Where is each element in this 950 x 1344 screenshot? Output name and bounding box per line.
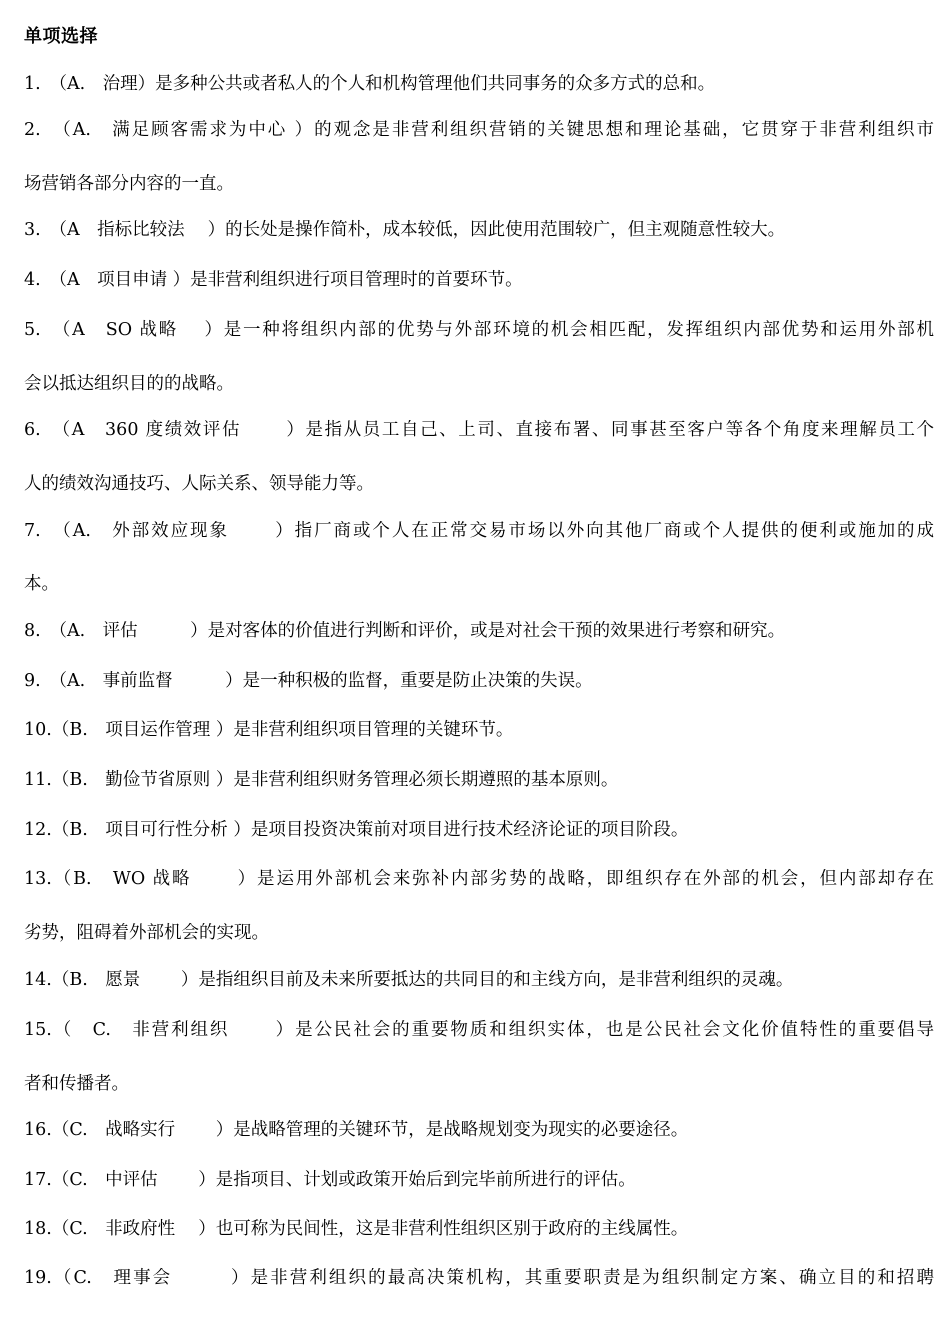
question-2-line-1: 2. （A. 满足顾客需求为中心 ）的观念是非营利组织营销的关键思想和理论基础，它贯穿于非营利组织市 <box>24 120 934 140</box>
question-2-line-2: 场营销各部分内容的一直。 <box>24 174 234 194</box>
question-7-line-1: 7. （A. 外部效应现象 ）指厂商或个人在正常交易市场以外向其他厂商或个人提供的便利或施加的成 <box>24 521 934 541</box>
question-10-line-1: 10.（B. 项目运作管理 ）是非营利组织项目管理的关键环节。 <box>24 720 514 740</box>
question-17-line-1: 17.（C. 中评估 ）是指项目、计划或政策开始后到完毕前所进行的评估。 <box>24 1170 636 1190</box>
question-16-line-1: 16.（C. 战略实行 ）是战略管理的关键环节，是战略规划变为现实的必要途径。 <box>24 1120 689 1140</box>
question-6-line-1: 6. （A 360 度绩效评估 ）是指从员工自己、上司、直接布署、同事甚至客户等各个角度来理解员工个 <box>24 420 934 440</box>
question-12-line-1: 12.（B. 项目可行性分析 ）是项目投资决策前对项目进行技术经济论证的项目阶段。 <box>24 820 689 840</box>
question-5-line-2: 会以抵达组织目的的战略。 <box>24 374 234 394</box>
question-11-line-1: 11.（B. 勤俭节省原则 ）是非营利组织财务管理必须长期遵照的基本原则。 <box>24 770 619 790</box>
question-3-line-1: 3. （A 指标比较法 ）的长处是操作简朴，成本较低，因此使用范围较广，但主观随意性较大。 <box>24 220 786 240</box>
question-8-line-1: 8. （A. 评估 ）是对客体的价值进行判断和评价，或是对社会干预的效果进行考察和研究。 <box>24 621 786 641</box>
question-14-line-1: 14.（B. 愿景 ）是指组织目前及未来所要抵达的共同目的和主线方向，是非营利组织的灵魂。 <box>24 970 794 990</box>
question-9-line-1: 9. （A. 事前监督 ）是一种积极的监督，重要是防止决策的失误。 <box>24 671 593 691</box>
question-13-line-2: 劣势，阻碍着外部机会的实现。 <box>24 923 269 943</box>
question-19-line-1: 19.（C. 理事会 ）是非营利组织的最高决策机构，其重要职责是为组织制定方案、确立目的和招聘 <box>24 1268 934 1288</box>
question-5-line-1: 5. （A SO 战略 ）是一种将组织内部的优势与外部环境的机会相匹配，发挥组织内部优势和运用外部机 <box>24 320 934 340</box>
question-1-line-1: 1. （A. 治理）是多种公共或者私人的个人和机构管理他们共同事务的众多方式的总和。 <box>24 74 716 94</box>
question-13-line-1: 13.（B. WO 战略 ）是运用外部机会来弥补内部劣势的战略，即组织存在外部的机会，但内部却存在 <box>24 869 934 889</box>
question-4-line-1: 4. （A 项目申请 ）是非营利组织进行项目管理时的首要环节。 <box>24 270 523 290</box>
section-heading: 单项选择 <box>24 26 98 47</box>
question-15-line-2: 者和传播者。 <box>24 1074 129 1094</box>
question-6-line-2: 人的绩效沟通技巧、人际关系、领导能力等。 <box>24 474 374 494</box>
question-7-line-2: 本。 <box>24 574 59 594</box>
question-15-line-1: 15.（ C. 非营利组织 ）是公民社会的重要物质和组织实体，也是公民社会文化价值特性的重要倡导 <box>24 1020 934 1040</box>
question-18-line-1: 18.（C. 非政府性 ）也可称为民间性，这是非营利性组织区别于政府的主线属性。 <box>24 1219 689 1239</box>
